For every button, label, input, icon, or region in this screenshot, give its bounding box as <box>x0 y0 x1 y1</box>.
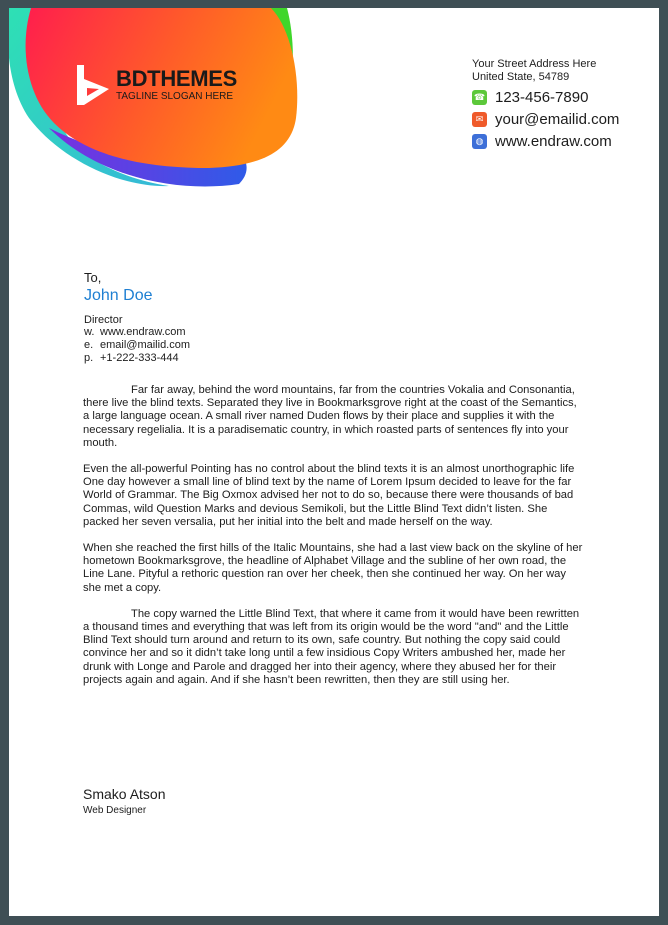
brand-logo-icon <box>75 65 111 105</box>
recipient-phone-label: p. <box>84 352 94 364</box>
recipient-email <box>84 339 190 352</box>
contact-phone-text: 123-456-7890 <box>495 89 589 106</box>
body-paragraph-1: Far far away, behind the word mountains, far from the countries Vokalia and Consonantia, there live the blind texts. Separated they live in Bookmarksgrove right at the coast of the Semantics, a large language ocean. A small river named Duden flows by their place and supplies it with the necessary regelialia. It is a paradisematic country, in which roasted parts of sentences fly into your mouth. <box>83 384 577 449</box>
contact-email <box>472 111 619 128</box>
address-line-1: Your Street Address Here <box>472 58 597 70</box>
contact-phone <box>472 89 619 106</box>
recipient-email-label: e. <box>84 339 94 351</box>
envelope-icon: ✉ <box>472 112 487 127</box>
recipient-web-value[interactable]: www.endraw.com <box>100 326 186 338</box>
recipient-email-value[interactable]: email@mailid.com <box>100 339 191 351</box>
recipient-title: Director <box>84 314 123 326</box>
body-paragraph-3: When she reached the first hills of the Italic Mountains, she had a last view back on the skyline of her hometown Bookmarksgrove, the headline of Alphabet Village and the subline of her own road, the Line Lane. Pityful a rethoric question ran over her cheek, then she continued her way. On her way she met a copy. <box>83 542 583 594</box>
letter-body <box>83 384 583 700</box>
letterhead-page <box>9 8 659 916</box>
company-logo <box>75 65 237 105</box>
phone-icon: ☎ <box>472 90 487 105</box>
brand-name: BDTHEMES <box>116 65 238 91</box>
signer-role: Web Designer <box>83 805 147 816</box>
recipient-name: John Doe <box>84 287 153 304</box>
body-paragraph-2: Even the all-powerful Pointing has no control about the blind texts it is an almost unorthographic life One day however a small line of blind text by the name of Lorem Ipsum decided to leave for the far World of Grammar. The Big Oxmox advised her not to do so, because there were thousands of bad Commas, wild Question Marks and devious Semikoli, but the Little Blind Text didn’t listen. She packed her seven versalia, put her initial into the belt and made herself on the way. <box>83 463 575 528</box>
sender-contact-block <box>472 58 619 150</box>
signature-block <box>83 786 166 816</box>
address-line-2: United State, 54789 <box>472 71 570 83</box>
recipient-phone <box>84 352 190 365</box>
globe-icon: ◍ <box>472 134 487 149</box>
brand-tagline: TAGLINE SLOGAN HERE <box>116 90 234 102</box>
contact-website <box>472 133 619 150</box>
salutation-to: To, <box>84 270 102 285</box>
recipient-web-label: w. <box>84 326 95 338</box>
recipient-phone-value: +1-222-333-444 <box>100 352 179 364</box>
recipient-web <box>84 326 190 339</box>
body-paragraph-4: The copy warned the Little Blind Text, that where it came from it would have been rewritten a thousand times and everything that was left from its origin would be the word "and" and the Little Blind Text should turn around and return to its own, safe country. But nothing the copy said could convince her and so it didn’t take long until a few insidious Copy Writers ambushed her, made her drunk with Longe and Parole and dragged her into their agency, where they abused her for their projects again and again. And if she hasn’t been rewritten, then they are still using her. <box>83 607 580 686</box>
contact-website-text[interactable]: www.endraw.com <box>495 133 612 150</box>
signer-name: Smako Atson <box>83 786 166 802</box>
recipient-block <box>84 270 190 365</box>
contact-email-text[interactable]: your@emailid.com <box>495 111 620 128</box>
